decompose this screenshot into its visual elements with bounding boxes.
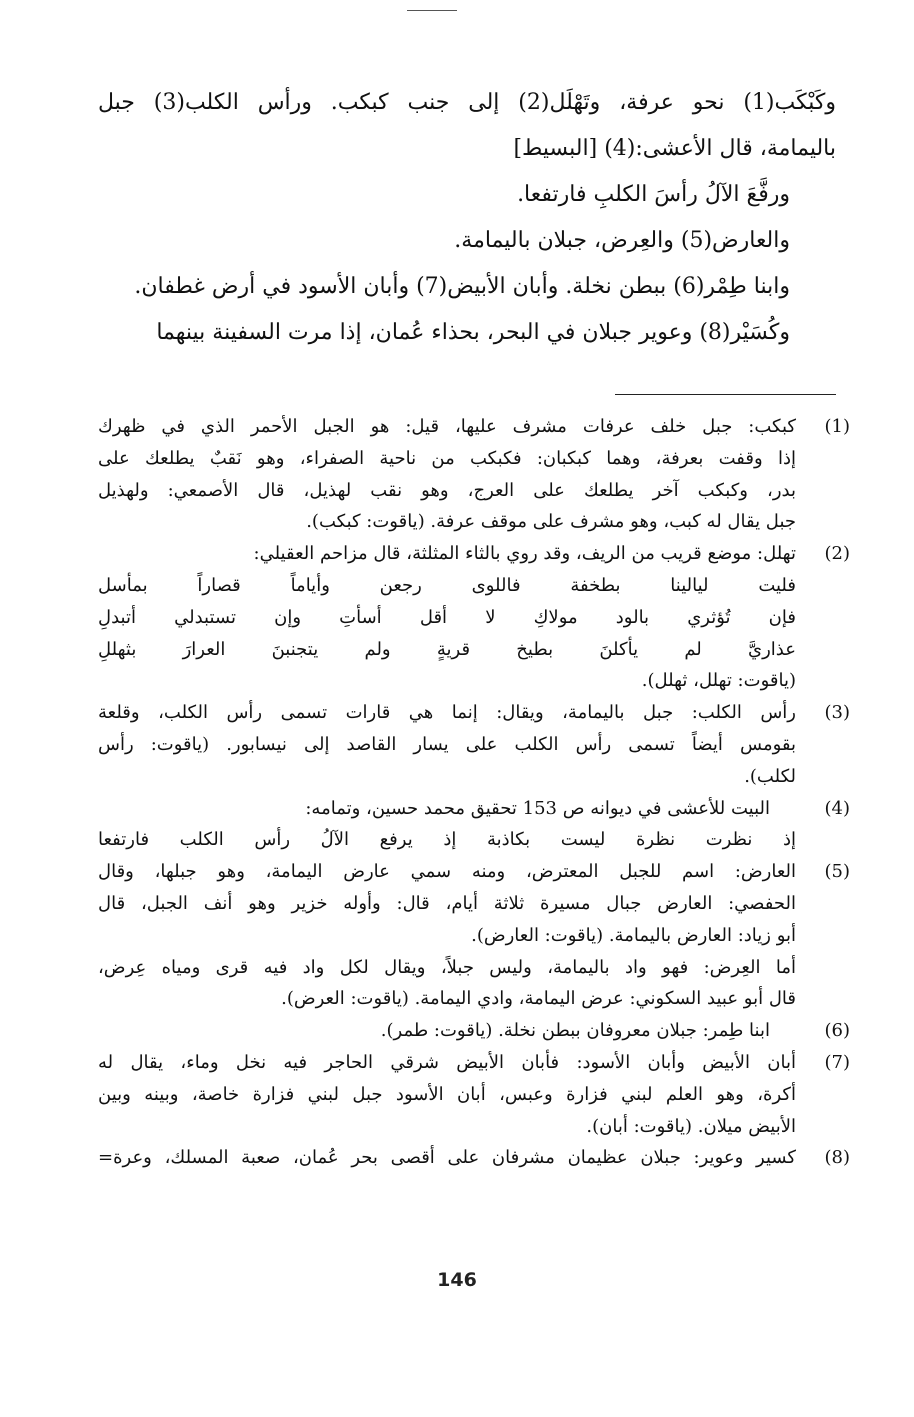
footnote-line: العارض: اسم للجبل المعترض، ومنه سمي عارض اليمامة، وهو جبلها، وقال [98, 861, 796, 883]
footnote-line: كبكب: جبل خلف عرفات مشرف عليها، قيل: هو الجبل الأحمر الذي في ظهرك [98, 416, 796, 437]
footnote-line: جبل يقال له كبب، وهو مشرف على موقف عرفة. (ياقوت: كبكب). [306, 511, 796, 533]
footnote-number: (6) [824, 1020, 850, 1042]
verse-line: إذ نظرت نظرة ليست بكاذبة إذ يرفع الآلُ رأس الكلب فارتفعا [98, 829, 796, 851]
footnote-number: (3) [824, 702, 850, 724]
footnote-line: الحفصي: العارض جبال مسيرة ثلاثة أيام، قال: وأوله خزير وهو أنف الجبل، قال [98, 892, 796, 914]
footnote-7 [98, 1047, 850, 1142]
footnote-line: أبو زياد: العارض باليمامة. (ياقوت: العارض). [471, 924, 796, 946]
footnote-line: بقومس أيضاً تسمى رأس الكلب على يسار القاصد إلى نيسابور. (ياقوت: رأس [98, 733, 796, 755]
footnote-line: لكلب). [744, 765, 796, 787]
main-line: باليمامة، قال الأعشى:(4) [البسيط] [513, 136, 836, 161]
footnote-1 [98, 411, 850, 538]
footnote-number: (5) [824, 861, 850, 883]
footnote-line: الأبيض ميلان. (ياقوت: أبان). [586, 1115, 796, 1137]
verse-line: عذاريَّ لم يأكلنَ بطيخ قريةٍ ولم يتجنبنَ العرارَ بثهللِ [98, 638, 796, 660]
footnote-line: قال أبو عبيد السكوني: عرض اليمامة، وادي اليمامة. (ياقوت: العرض). [281, 988, 796, 1010]
footnote-line: البيت للأعشى في ديوانه ص 153 تحقيق محمد حسين، وتمامه: [305, 797, 770, 819]
footnote-line: إذا وقفت بعرفة، وهما كبكبان: فكبكب من ناحية الصفراء، وهو نَقبٌ يطلعك على [98, 447, 796, 469]
footnote-line: ابنا طِمر: جبلان معروفان ببطن نخلة. (ياقوت: طمر). [380, 1020, 770, 1042]
footnote-line: أما العِرض: فهو واد باليمامة، وليس جبلاً، ويقال لكل واد فيه قرى ومياه عِرض، [98, 956, 796, 978]
footnote-3 [98, 697, 850, 792]
footnote-line: تهلل: موضع قريب من الريف، وقد روي بالثاء المثلثة، قال مزاحم العقيلي: [253, 543, 796, 565]
main-line: وابنا طِمْر(6) ببطن نخلة. وأبان الأبيض(7) وأبان الأسود في أرض غطفان. [134, 274, 790, 299]
footnote-number: (1) [824, 416, 850, 437]
verse-line: فليت ليالينا بطخفة فاللوى رجعن وأياماً قصاراً بمأسل [98, 574, 796, 596]
main-text [98, 80, 836, 356]
footnotes [98, 411, 850, 1174]
footnote-number: (2) [824, 543, 850, 565]
footnote-number: (8) [824, 1147, 850, 1169]
footnote-8 [98, 1142, 850, 1174]
verse-line: ورفَّعَ الآلُ رأسَ الكلبِ فارتفعا. [517, 182, 790, 207]
page-number: 146 [437, 1269, 477, 1291]
footnote-5 [98, 856, 850, 1015]
footnote-line: رأس الكلب: جبل باليمامة، ويقال: إنما هي قارات تسمى رأس الكلب، وقلعة [98, 702, 796, 724]
footnote-separator [615, 394, 836, 395]
footnote-line: بدر، وكبكب آخر يطلعك على العرج، وهو نقب لهذيل، قال الأصمعي: ولهذيل [98, 479, 796, 501]
footnote-line: أبان الأبيض وأبان الأسود: فأبان الأبيض شرقي الحاجر فيه نخل وماء، يقال له [98, 1051, 796, 1073]
footnote-line: (ياقوت: تهلل، ثهلل). [641, 670, 796, 692]
main-line: والعارض(5) والعِرض، جبلان باليمامة. [454, 228, 790, 253]
top-rule [407, 10, 457, 11]
verse-line: فإن تُؤثري بالود مولاكِ لا أقل أسأتِ وإن تستبدلي أتبدلِ [98, 606, 796, 628]
footnote-2 [98, 538, 850, 697]
footnote-4 [98, 793, 850, 857]
footnote-number: (4) [824, 797, 850, 819]
footnote-6 [98, 1015, 850, 1047]
main-line: وكُسَيْر(8) وعوير جبلان في البحر، بحذاء عُمان، إذا مرت السفينة بينهما [156, 320, 790, 345]
footnote-line: أكرة، وهو العلم لبني فزارة وعبس، أبان الأسود جبل لبني فزارة خاصة، وبينه وبين [98, 1083, 796, 1105]
main-line: وكَبْكَب(1) نحو عرفة، وتَهْلَل(2) إلى جنب كبكب. ورأس الكلب(3) جبل [98, 90, 836, 115]
footnote-line: كسير وعوير: جبلان عظيمان مشرفان على أقصى بحر عُمان، صعبة المسلك، وعرة= [98, 1147, 796, 1169]
footnote-number: (7) [824, 1051, 850, 1073]
